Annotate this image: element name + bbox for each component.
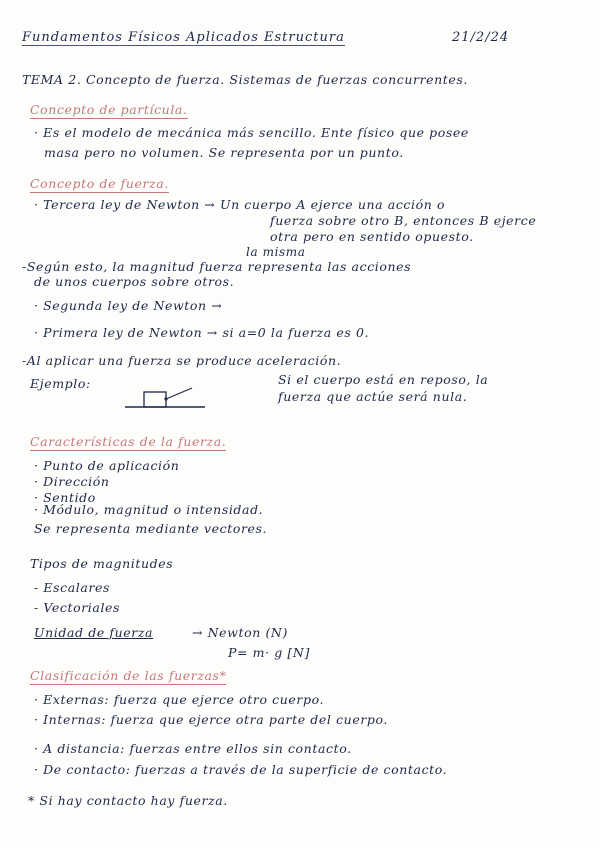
- particle-line-2: masa pero no volumen. Se representa por un punto.: [44, 145, 404, 160]
- incline-line: [166, 388, 192, 399]
- particle-heading: Concepto de partícula.: [30, 102, 188, 117]
- newton3-line-1: · Tercera ley de Newton → Un cuerpo A ejerce una acción o: [34, 197, 446, 212]
- newton3-insert: la misma: [246, 245, 306, 259]
- segun-line-2: de unos cuerpos sobre otros.: [34, 274, 235, 289]
- document-date: 21/2/24: [452, 30, 510, 45]
- classification-heading: Clasificación de las fuerzas*: [30, 668, 227, 683]
- block-rect: [144, 392, 166, 407]
- char-item-4: · Módulo, magnitud o intensidad.: [34, 502, 264, 517]
- particle-line-1: · Es el modelo de mecánica más sencillo. Ente físico que posee: [34, 125, 469, 140]
- magnitudes-item-2: - Vectoriales: [34, 600, 121, 615]
- class-nota: * Si hay contacto hay fuerza.: [28, 793, 228, 808]
- force-heading: Concepto de fuerza.: [30, 176, 169, 191]
- ejemplo-line-1: Si el cuerpo está en reposo, la: [278, 372, 489, 387]
- class-distancia: · A distancia: fuerzas entre ellos sin contacto.: [34, 741, 352, 756]
- ejemplo-label: Ejemplo:: [30, 376, 91, 391]
- block-on-surface-diagram: [120, 384, 210, 412]
- contact-point: [164, 397, 167, 400]
- unit-label: Unidad de fuerza: [34, 625, 154, 640]
- document-title: Fundamentos Físicos Aplicados Estructura: [22, 30, 345, 45]
- unit-formula: P= m· g [N]: [228, 645, 310, 660]
- characteristics-heading: Características de la fuerza.: [30, 434, 227, 449]
- topic-heading: TEMA 2. Concepto de fuerza. Sistemas de fuerzas concurrentes.: [22, 72, 469, 87]
- ejemplo-line-2: fuerza que actúe será nula.: [278, 389, 468, 404]
- class-externas: · Externas: fuerza que ejerce otro cuerpo.: [34, 692, 325, 707]
- char-item-1: · Punto de aplicación: [34, 458, 180, 473]
- newton1-line: · Primera ley de Newton → si a=0 la fuerza es 0.: [34, 325, 370, 340]
- segun-line-1: -Según esto, la magnitud fuerza representa las acciones: [22, 259, 412, 274]
- aplicar-line: -Al aplicar una fuerza se produce aceleración.: [22, 353, 342, 368]
- vectores-line: Se representa mediante vectores.: [34, 521, 268, 536]
- unit-value: → Newton (N): [192, 625, 288, 640]
- newton3-line-2: fuerza sobre otro B, entonces B ejerce: [270, 213, 537, 228]
- magnitudes-heading: Tipos de magnitudes: [30, 556, 174, 571]
- char-item-3: · Sentido: [34, 490, 96, 505]
- char-item-2: · Dirección: [34, 474, 110, 489]
- class-internas: · Internas: fuerza que ejerce otra parte del cuerpo.: [34, 712, 388, 727]
- newton3-line-3: otra pero en sentido opuesto.: [270, 229, 474, 244]
- newton2-line: · Segunda ley de Newton →: [34, 298, 223, 313]
- magnitudes-item-1: - Escalares: [34, 580, 111, 595]
- class-contacto: · De contacto: fuerzas a través de la superficie de contacto.: [34, 762, 448, 777]
